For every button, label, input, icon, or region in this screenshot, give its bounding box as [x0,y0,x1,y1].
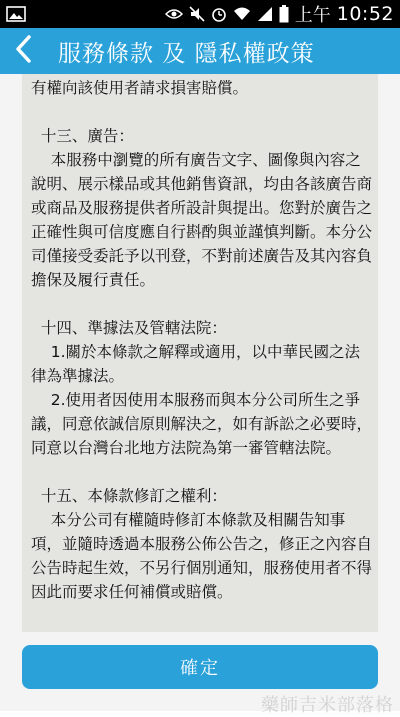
content-area [0,74,400,716]
signal-icon [257,6,273,22]
watermark: 藥師吉米部落格 [261,695,394,716]
section-heading: 十四、準據法及管轄法院： [40,319,227,337]
mute-icon [189,6,205,22]
page-title: 服務條款 及 隱私權政策 [58,40,315,67]
status-ampm: 上午 [294,5,331,26]
terms-scroll-box[interactable] [22,74,378,632]
terms-text [31,74,374,604]
image-icon [6,6,26,22]
chevron-left-icon [14,35,32,67]
confirm-button[interactable]: 確定 [22,645,378,689]
section-paragraph: 2.使用者因使用本服務而與本分公司所生之爭議，同意依誠信原則解決之，如有訴訟之必要時，同意以台灣台北地方法院為第一審管轄法院。 [31,391,373,457]
alarm-icon [211,6,227,22]
section-paragraph: 1.關於本條款之解釋或適用，以中華民國之法律為準據法。 [31,343,361,385]
wifi-icon [233,7,251,21]
battery-icon [279,5,289,23]
section-heading: 十三、廣告： [40,127,134,145]
status-time: 10:52 [336,3,394,25]
section-paragraph: 本服務中瀏覽的所有廣告文字、圖像與內容之說明、展示樣品或其他銷售資訊，均由各該廣告商或商品及服務提供者所設計與提出。您對於廣告之正確性與可信度應自行斟酌與並謹慎判斷。本分公司僅接受委託予以刊登，不對前述廣告及其內容負擔保及履行責任。 [31,151,373,289]
section-heading: 十五、本條款修訂之權利： [40,487,227,505]
app-bar [0,28,400,74]
terms-fragment: 有權向該使用者請求損害賠償。 [31,79,249,97]
section-paragraph: 本分公司有權隨時修訂本條款及相關告知事項，並隨時透過本服務公佈公告之，修正之內容自公告時起生效，不另行個別通知，服務使用者不得因此而要求任何補償或賠償。 [31,511,373,601]
back-button[interactable] [0,28,46,74]
eye-icon [165,8,183,20]
status-bar [0,0,400,28]
